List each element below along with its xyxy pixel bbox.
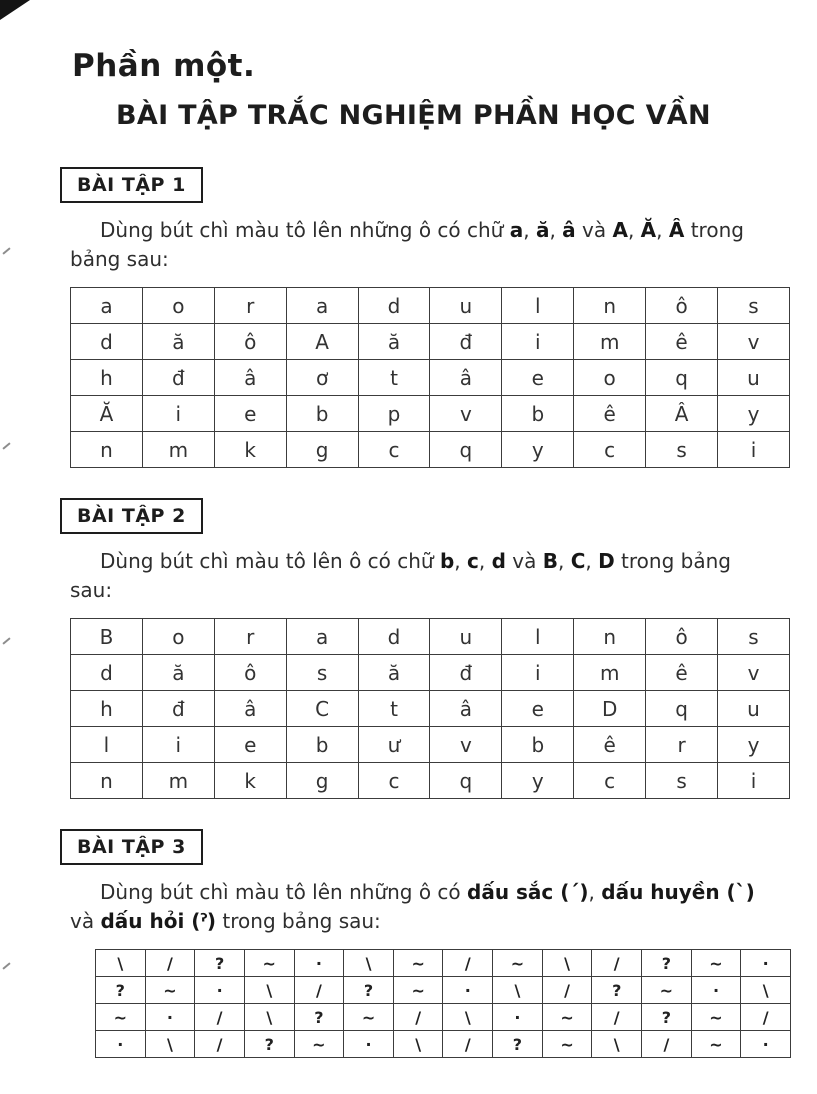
scan-corner-artifact bbox=[0, 0, 30, 20]
grid-cell[interactable]: u bbox=[718, 360, 790, 396]
grid-cell[interactable]: i bbox=[142, 727, 214, 763]
instruction-text: , bbox=[656, 218, 669, 242]
grid-cell[interactable]: q bbox=[430, 763, 502, 799]
grid-row bbox=[96, 1031, 791, 1058]
instruction-bold-term: dấu hỏi (ˀ) bbox=[100, 909, 217, 933]
instruction-text: Dùng bút chì màu tô lên những ô có chữ bbox=[100, 218, 510, 242]
grid-cell[interactable]: b bbox=[286, 396, 358, 432]
grid-cell[interactable]: o bbox=[574, 360, 646, 396]
grid-cell[interactable]: ? bbox=[642, 1004, 692, 1031]
grid-cell[interactable]: i bbox=[718, 763, 790, 799]
grid-row bbox=[71, 727, 790, 763]
grid-cell[interactable]: a bbox=[286, 288, 358, 324]
grid-cell[interactable]: p bbox=[358, 396, 430, 432]
grid-cell[interactable]: â bbox=[430, 691, 502, 727]
grid-cell[interactable]: l bbox=[502, 288, 574, 324]
grid-cell[interactable]: c bbox=[574, 763, 646, 799]
grid-cell[interactable]: l bbox=[502, 619, 574, 655]
instruction-bold-term: ă bbox=[535, 218, 550, 242]
instruction-text: trong bảng sau: bbox=[70, 218, 744, 271]
grid-cell[interactable]: / bbox=[741, 1004, 791, 1031]
grid-cell[interactable]: ? bbox=[344, 977, 394, 1004]
instruction-bold-term: Ă bbox=[640, 218, 657, 242]
grid-cell[interactable]: \ bbox=[244, 977, 294, 1004]
grid-cell[interactable]: / bbox=[145, 950, 195, 977]
grid-cell[interactable]: / bbox=[642, 1031, 692, 1058]
grid-cell[interactable]: r bbox=[214, 288, 286, 324]
grid-cell[interactable]: i bbox=[718, 432, 790, 468]
grid-cell[interactable]: ê bbox=[646, 655, 718, 691]
grid-cell[interactable]: k bbox=[214, 432, 286, 468]
grid-cell[interactable]: ~ bbox=[542, 1004, 592, 1031]
exercise-2-instruction bbox=[70, 547, 771, 605]
grid-cell[interactable]: q bbox=[646, 360, 718, 396]
grid-cell[interactable]: y bbox=[502, 432, 574, 468]
instruction-text: Dùng bút chì màu tô lên những ô có bbox=[100, 880, 468, 904]
grid-cell[interactable]: ê bbox=[574, 396, 646, 432]
grid-cell[interactable]: · bbox=[691, 977, 741, 1004]
grid-cell[interactable]: q bbox=[430, 432, 502, 468]
exercise-1-letter-grid bbox=[70, 287, 790, 468]
instruction-bold-term: b bbox=[439, 549, 455, 573]
grid-cell[interactable]: ~ bbox=[393, 977, 443, 1004]
instruction-text: , bbox=[549, 218, 563, 242]
grid-cell[interactable]: b bbox=[502, 727, 574, 763]
grid-cell[interactable]: ~ bbox=[691, 950, 741, 977]
instruction-bold-term: â bbox=[562, 218, 576, 242]
exercise-2-label: BÀI TẬP 2 bbox=[60, 498, 203, 534]
grid-cell[interactable]: C bbox=[286, 691, 358, 727]
grid-cell[interactable]: / bbox=[393, 1004, 443, 1031]
grid-row bbox=[71, 619, 790, 655]
grid-cell[interactable]: ă bbox=[358, 324, 430, 360]
grid-cell[interactable]: n bbox=[71, 763, 143, 799]
grid-cell[interactable]: \ bbox=[344, 950, 394, 977]
exercise-3-label: BÀI TẬP 3 bbox=[60, 829, 203, 865]
grid-cell[interactable]: Ă bbox=[71, 396, 143, 432]
grid-cell[interactable]: · bbox=[493, 1004, 543, 1031]
grid-cell[interactable]: đ bbox=[142, 360, 214, 396]
instruction-text: và bbox=[70, 909, 101, 933]
grid-cell[interactable]: b bbox=[286, 727, 358, 763]
grid-cell[interactable]: â bbox=[214, 691, 286, 727]
grid-cell[interactable]: \ bbox=[96, 950, 146, 977]
grid-cell[interactable]: d bbox=[71, 324, 143, 360]
grid-cell[interactable]: ~ bbox=[244, 950, 294, 977]
grid-cell[interactable]: u bbox=[430, 619, 502, 655]
grid-cell[interactable]: ? bbox=[493, 1031, 543, 1058]
grid-cell[interactable]: c bbox=[574, 432, 646, 468]
grid-cell[interactable]: h bbox=[71, 360, 143, 396]
grid-cell[interactable]: n bbox=[71, 432, 143, 468]
exercise-1 bbox=[0, 167, 817, 468]
grid-cell[interactable]: ô bbox=[214, 655, 286, 691]
grid-row bbox=[96, 977, 791, 1004]
grid-cell[interactable]: ~ bbox=[691, 1031, 741, 1058]
grid-cell[interactable]: ~ bbox=[393, 950, 443, 977]
instruction-text: , bbox=[523, 218, 536, 242]
instruction-bold-term: dấu sắc (´) bbox=[467, 880, 589, 904]
grid-row bbox=[96, 1004, 791, 1031]
grid-cell[interactable]: v bbox=[718, 324, 790, 360]
grid-cell[interactable]: ă bbox=[358, 655, 430, 691]
grid-cell[interactable]: ê bbox=[646, 324, 718, 360]
grid-cell[interactable]: · bbox=[741, 1031, 791, 1058]
grid-cell[interactable]: ? bbox=[294, 1004, 344, 1031]
grid-cell[interactable]: â bbox=[430, 360, 502, 396]
grid-row bbox=[71, 324, 790, 360]
instruction-text: Dùng bút chì màu tô lên ô có chữ bbox=[100, 549, 440, 573]
grid-cell[interactable]: t bbox=[358, 360, 430, 396]
grid-cell[interactable]: m bbox=[574, 324, 646, 360]
instruction-bold-term: A bbox=[612, 218, 628, 242]
grid-cell[interactable]: / bbox=[592, 1004, 642, 1031]
grid-cell[interactable]: \ bbox=[244, 1004, 294, 1031]
grid-cell[interactable]: o bbox=[142, 619, 214, 655]
grid-cell[interactable]: · bbox=[96, 1031, 146, 1058]
grid-cell[interactable]: / bbox=[195, 1031, 245, 1058]
exercise-2 bbox=[0, 498, 817, 799]
grid-cell[interactable]: e bbox=[502, 360, 574, 396]
grid-cell[interactable]: ô bbox=[214, 324, 286, 360]
exercise-3-tone-mark-grid bbox=[95, 949, 791, 1058]
grid-row bbox=[71, 360, 790, 396]
grid-cell[interactable]: ~ bbox=[642, 977, 692, 1004]
grid-row bbox=[71, 691, 790, 727]
instruction-text: trong bảng sau: bbox=[70, 549, 731, 602]
grid-cell[interactable]: d bbox=[358, 619, 430, 655]
grid-cell[interactable]: n bbox=[574, 619, 646, 655]
grid-cell[interactable]: ~ bbox=[691, 1004, 741, 1031]
grid-cell[interactable]: ? bbox=[592, 977, 642, 1004]
grid-cell[interactable]: b bbox=[502, 396, 574, 432]
grid-cell[interactable]: Â bbox=[646, 396, 718, 432]
grid-cell[interactable]: c bbox=[358, 763, 430, 799]
grid-cell[interactable]: q bbox=[646, 691, 718, 727]
instruction-bold-term: Â bbox=[668, 218, 685, 242]
instruction-bold-term: d bbox=[491, 549, 506, 573]
instruction-bold-term: dấu huyền (`) bbox=[601, 880, 755, 904]
grid-cell[interactable]: · bbox=[741, 950, 791, 977]
grid-cell[interactable]: \ bbox=[493, 977, 543, 1004]
grid-cell[interactable]: m bbox=[574, 655, 646, 691]
grid-cell[interactable]: · bbox=[145, 1004, 195, 1031]
grid-cell[interactable]: ơ bbox=[286, 360, 358, 396]
grid-cell[interactable]: s bbox=[646, 763, 718, 799]
grid-cell[interactable]: y bbox=[502, 763, 574, 799]
grid-cell[interactable]: ~ bbox=[96, 1004, 146, 1031]
instruction-bold-term: D bbox=[598, 549, 615, 573]
grid-cell[interactable]: ~ bbox=[493, 950, 543, 977]
grid-row bbox=[71, 288, 790, 324]
grid-cell[interactable]: t bbox=[358, 691, 430, 727]
exercise-1-label: BÀI TẬP 1 bbox=[60, 167, 203, 203]
grid-cell[interactable]: / bbox=[443, 950, 493, 977]
grid-cell[interactable]: B bbox=[71, 619, 143, 655]
grid-cell[interactable]: · bbox=[344, 1031, 394, 1058]
grid-cell[interactable]: o bbox=[142, 288, 214, 324]
grid-cell[interactable]: u bbox=[430, 288, 502, 324]
grid-cell[interactable]: i bbox=[142, 396, 214, 432]
instruction-text: , bbox=[557, 549, 571, 573]
instruction-bold-term: a bbox=[509, 218, 524, 242]
instruction-text: , bbox=[588, 880, 602, 904]
grid-cell[interactable]: ô bbox=[646, 288, 718, 324]
grid-cell[interactable]: i bbox=[502, 655, 574, 691]
exercise-2-letter-grid bbox=[70, 618, 790, 799]
grid-cell[interactable]: s bbox=[646, 432, 718, 468]
grid-cell[interactable]: · bbox=[294, 950, 344, 977]
instruction-bold-term: B bbox=[542, 549, 558, 573]
grid-cell[interactable]: đ bbox=[430, 655, 502, 691]
grid-cell[interactable]: s bbox=[718, 619, 790, 655]
grid-cell[interactable]: ư bbox=[358, 727, 430, 763]
grid-cell[interactable]: d bbox=[71, 655, 143, 691]
grid-cell[interactable]: A bbox=[286, 324, 358, 360]
grid-cell[interactable]: m bbox=[142, 763, 214, 799]
grid-row bbox=[71, 655, 790, 691]
instruction-bold-term: C bbox=[570, 549, 586, 573]
grid-cell[interactable]: ê bbox=[574, 727, 646, 763]
grid-cell[interactable]: ~ bbox=[145, 977, 195, 1004]
exercise-3 bbox=[0, 829, 817, 1058]
grid-cell[interactable]: ? bbox=[195, 950, 245, 977]
grid-cell[interactable]: v bbox=[718, 655, 790, 691]
grid-cell[interactable]: r bbox=[646, 727, 718, 763]
grid-cell[interactable]: ă bbox=[142, 655, 214, 691]
grid-row bbox=[71, 763, 790, 799]
grid-cell[interactable]: đ bbox=[430, 324, 502, 360]
grid-cell[interactable]: a bbox=[71, 288, 143, 324]
grid-cell[interactable]: ă bbox=[142, 324, 214, 360]
grid-cell[interactable]: l bbox=[71, 727, 143, 763]
grid-cell[interactable]: ~ bbox=[542, 1031, 592, 1058]
grid-cell[interactable]: / bbox=[294, 977, 344, 1004]
exercise-1-instruction bbox=[70, 216, 771, 274]
grid-cell[interactable]: D bbox=[574, 691, 646, 727]
instruction-text: , bbox=[585, 549, 599, 573]
instruction-text: , bbox=[478, 549, 492, 573]
grid-cell[interactable]: ~ bbox=[344, 1004, 394, 1031]
grid-cell[interactable]: ô bbox=[646, 619, 718, 655]
grid-cell[interactable]: i bbox=[502, 324, 574, 360]
grid-row bbox=[71, 396, 790, 432]
grid-cell[interactable]: g bbox=[286, 432, 358, 468]
grid-cell[interactable]: / bbox=[542, 977, 592, 1004]
grid-cell[interactable]: y bbox=[718, 727, 790, 763]
grid-cell[interactable]: â bbox=[214, 360, 286, 396]
grid-cell[interactable]: \ bbox=[542, 950, 592, 977]
grid-cell[interactable]: ? bbox=[244, 1031, 294, 1058]
grid-cell[interactable]: \ bbox=[592, 1031, 642, 1058]
instruction-text: trong bảng sau: bbox=[216, 909, 381, 933]
grid-cell[interactable]: e bbox=[502, 691, 574, 727]
grid-cell[interactable]: \ bbox=[443, 1004, 493, 1031]
instruction-text: , bbox=[454, 549, 467, 573]
grid-cell[interactable]: · bbox=[443, 977, 493, 1004]
grid-cell[interactable]: d bbox=[358, 288, 430, 324]
grid-cell[interactable]: / bbox=[195, 1004, 245, 1031]
instruction-text: và bbox=[505, 549, 543, 573]
instruction-text: , bbox=[627, 218, 641, 242]
grid-cell[interactable]: / bbox=[592, 950, 642, 977]
grid-cell[interactable]: v bbox=[430, 727, 502, 763]
grid-cell[interactable]: s bbox=[286, 655, 358, 691]
grid-cell[interactable]: ? bbox=[642, 950, 692, 977]
grid-cell[interactable]: c bbox=[358, 432, 430, 468]
grid-cell[interactable]: s bbox=[718, 288, 790, 324]
grid-cell[interactable]: / bbox=[443, 1031, 493, 1058]
grid-row bbox=[71, 432, 790, 468]
grid-cell[interactable]: r bbox=[214, 619, 286, 655]
grid-cell[interactable]: k bbox=[214, 763, 286, 799]
grid-cell[interactable]: a bbox=[286, 619, 358, 655]
grid-cell[interactable]: m bbox=[142, 432, 214, 468]
grid-cell[interactable]: · bbox=[195, 977, 245, 1004]
grid-cell[interactable]: h bbox=[71, 691, 143, 727]
grid-cell[interactable]: e bbox=[214, 727, 286, 763]
grid-cell[interactable]: g bbox=[286, 763, 358, 799]
grid-cell[interactable]: \ bbox=[145, 1031, 195, 1058]
grid-cell[interactable]: v bbox=[430, 396, 502, 432]
grid-cell[interactable]: u bbox=[718, 691, 790, 727]
grid-cell[interactable]: đ bbox=[142, 691, 214, 727]
part-title: Phần một. bbox=[72, 48, 256, 84]
grid-row bbox=[96, 950, 791, 977]
instruction-bold-term: c bbox=[467, 549, 479, 573]
grid-cell[interactable]: \ bbox=[393, 1031, 443, 1058]
grid-cell[interactable]: ? bbox=[96, 977, 146, 1004]
grid-cell[interactable]: \ bbox=[741, 977, 791, 1004]
instruction-text: và bbox=[575, 218, 613, 242]
main-title: BÀI TẬP TRẮC NGHIỆM PHẦN HỌC VẦN bbox=[116, 100, 711, 131]
grid-cell[interactable]: e bbox=[214, 396, 286, 432]
grid-cell[interactable]: n bbox=[574, 288, 646, 324]
grid-cell[interactable]: ~ bbox=[294, 1031, 344, 1058]
exercise-3-instruction bbox=[70, 878, 771, 936]
grid-cell[interactable]: y bbox=[718, 396, 790, 432]
